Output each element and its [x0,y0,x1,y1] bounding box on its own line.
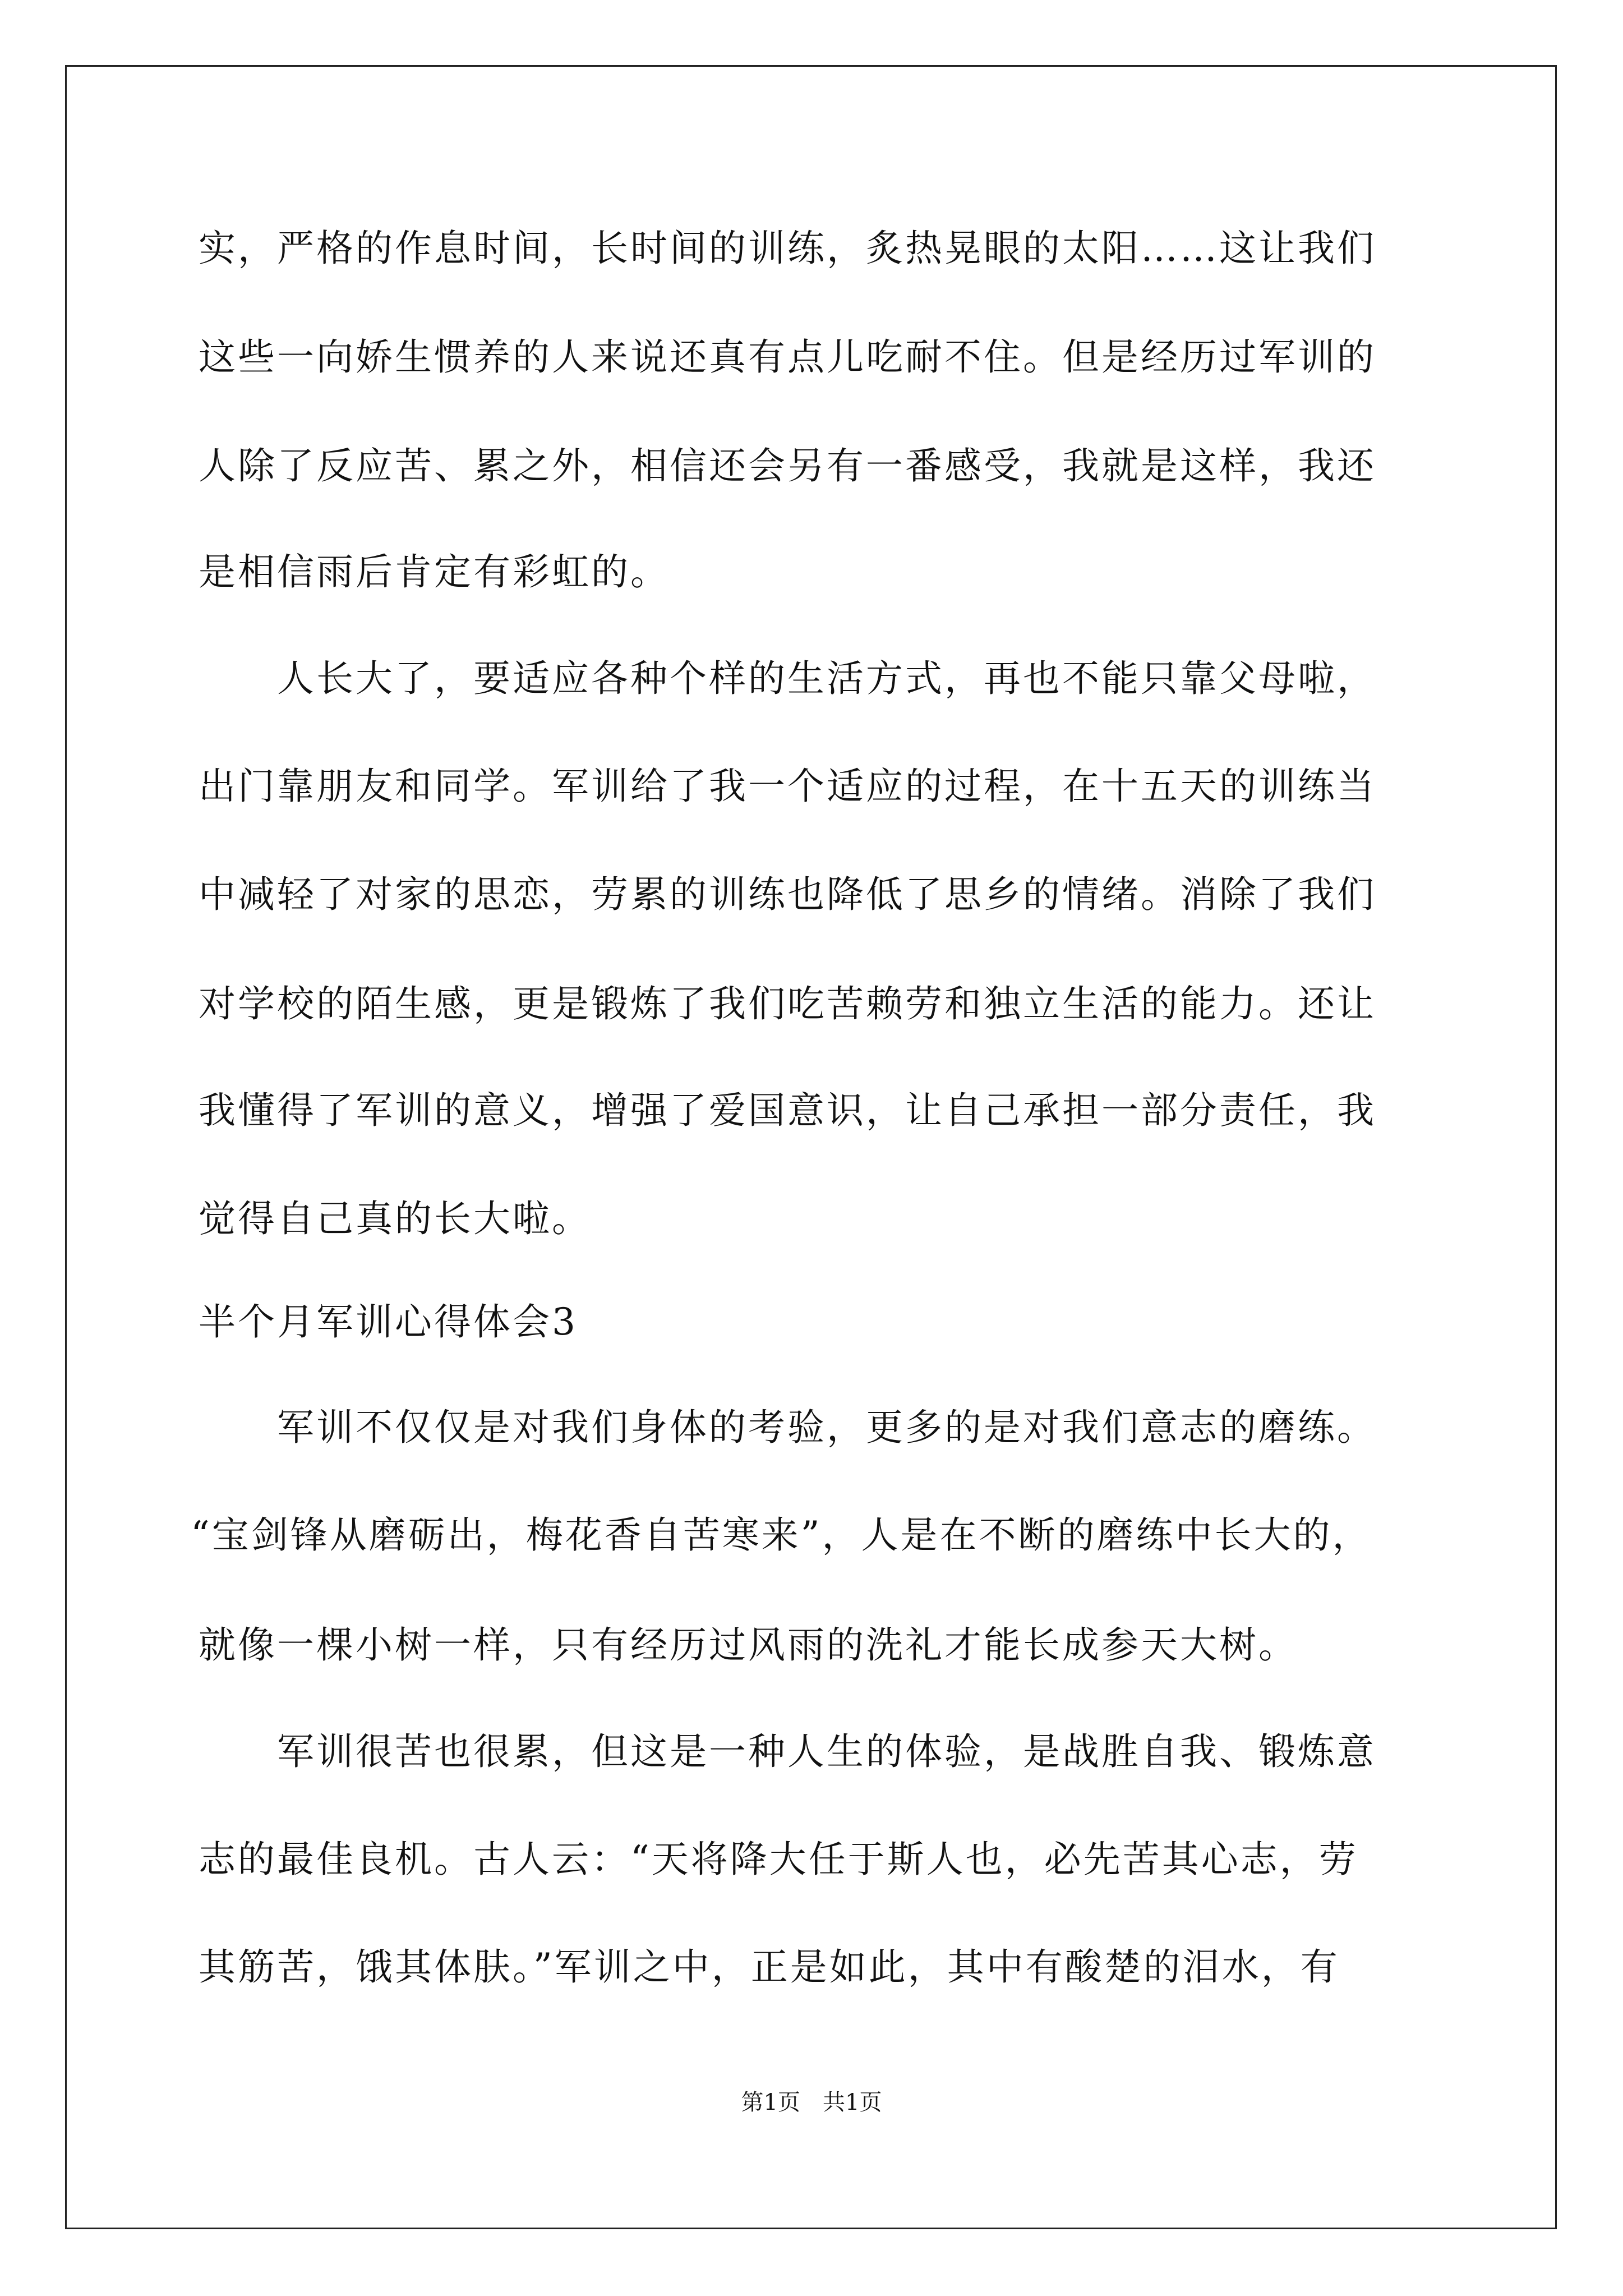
body-line-1: 实，严格的作息时间，长时间的训练，炙热晃眼的太阳……这让我们 [199,227,1376,270]
body-line-11: 军训不仅仅是对我们身体的考验，更多的是对我们意志的磨练。 [199,1406,1376,1449]
body-line-15: 志的最佳良机。古人云：“天将降大任于斯人也，必先苦其心志，劳 [199,1838,1358,1881]
body-line-12: “宝剑锋从磨砺出，梅花香自苦寒来”，人是在不断的磨练中长大的， [191,1513,1372,1557]
body-line-16: 其筋苦，饿其体肤。”军训之中，正是如此，其中有酸楚的泪水，有 [199,1945,1340,1989]
body-line-5: 人长大了，要适应各种个样的生活方式，再也不能只靠父母啦， [199,657,1376,700]
body-line-3: 人除了反应苦、累之外，相信还会另有一番感受，我就是这样，我还 [199,444,1376,487]
page-footer: 第1页 共1页 [741,2090,882,2115]
body-line-9: 我懂得了军训的意义，增强了爱国意识，让自己承担一部分责任，我 [199,1089,1376,1132]
body-line-4: 是相信雨后肯定有彩虹的。 [199,550,670,593]
body-line-14: 军训很苦也很累，但这是一种人生的体验，是战胜自我、锻炼意 [199,1730,1376,1773]
body-line-13: 就像一棵小树一样，只有经历过风雨的洗礼才能长成参天大树。 [199,1623,1298,1667]
body-line-8: 对学校的陌生感，更是锻炼了我们吃苦赖劳和独立生活的能力。还让 [199,982,1376,1025]
page-border [65,65,1557,2229]
body-line-6: 出门靠朋友和同学。军训给了我一个适应的过程，在十五天的训练当 [199,765,1376,808]
body-line-10: 觉得自己真的长大啦。 [199,1197,591,1240]
body-line-7: 中减轻了对家的思恋，劳累的训练也降低了思乡的情绪。消除了我们 [199,873,1376,916]
section-heading: 半个月军训心得体会3 [199,1300,578,1343]
body-line-2: 这些一向娇生惯养的人来说还真有点儿吃耐不住。但是经历过军训的 [199,335,1376,379]
